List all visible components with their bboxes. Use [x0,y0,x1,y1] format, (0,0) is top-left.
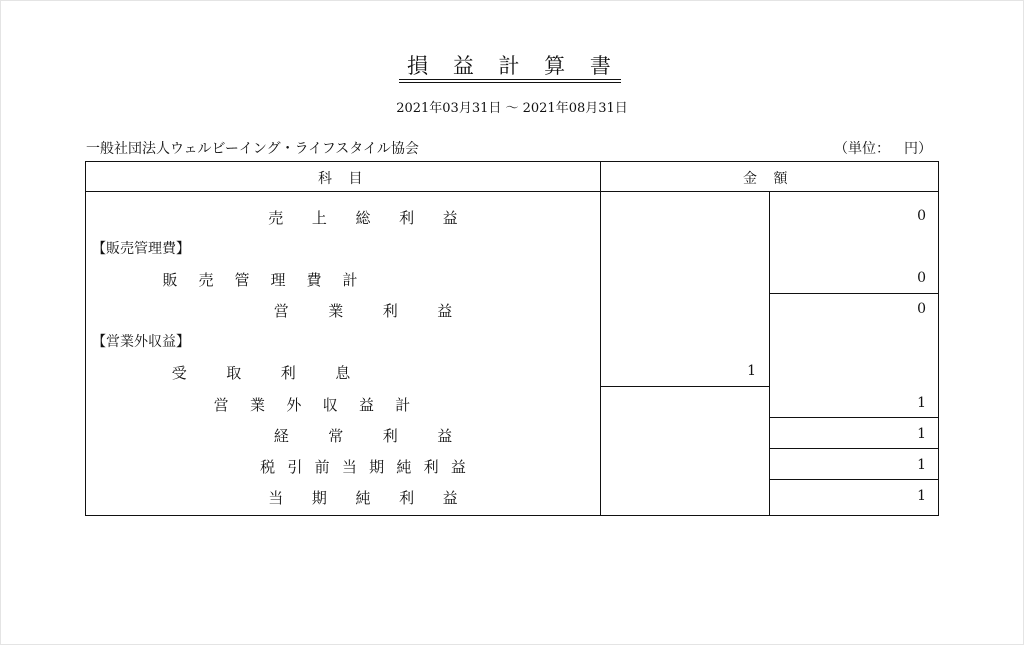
total-rule-pretax [769,479,939,480]
organization-name: 一般社団法人ウェルビーイング・ライフスタイル協会 [86,141,419,157]
amount-operating-profit: 0 [917,301,926,317]
unit-label-value: 円） [904,141,932,157]
amount-net-profit: 1 [917,488,926,504]
amount-gross-profit: 0 [917,208,926,224]
label-pretax-profit: 税 引 前 当 期 純 利 益 [260,458,466,476]
label-net-profit: 当 期 純 利 益 [268,489,458,507]
unit-label [834,138,932,158]
period-range: 2021年03月31日 〜 2021年08月31日 [396,101,628,116]
header-amount: 金 額 [743,171,794,187]
title-underline-bottom [399,82,621,83]
title-underline-top [399,79,621,80]
column-divider-subject-amount [600,161,601,516]
header-subject: 科 目 [318,171,369,187]
label-interest-received: 受 取 利 息 [171,364,351,382]
label-non-op-total: 営 業 外 収 益 計 [213,396,411,414]
column-divider-amount-inner [769,191,770,516]
label-gross-profit: 売 上 総 利 益 [268,209,458,227]
header-divider [85,191,939,192]
amount-ordinary-profit: 1 [917,426,926,442]
amount-non-op-total: 1 [917,395,926,411]
income-statement-table [85,161,939,516]
amount-sga-total: 0 [917,270,926,286]
label-operating-profit: 営 業 利 益 [273,302,453,320]
total-rule-non-op [769,417,939,418]
total-rule-ordinary [769,448,939,449]
total-rule-sga [769,293,939,294]
amount-pretax-profit: 1 [917,457,926,473]
label-ordinary-profit: 経 常 利 益 [273,427,453,445]
unit-label-open: （単位： [834,141,890,157]
document-title: 損 益 計 算 書 [407,54,613,78]
label-sga-total: 販 売 管 理 費 計 [162,271,358,289]
section-non-operating: 【営業外収益】 [92,334,190,350]
amount-interest-received: 1 [747,363,756,379]
inner-column-rule [600,386,769,387]
section-sga: 【販売管理費】 [92,241,190,257]
